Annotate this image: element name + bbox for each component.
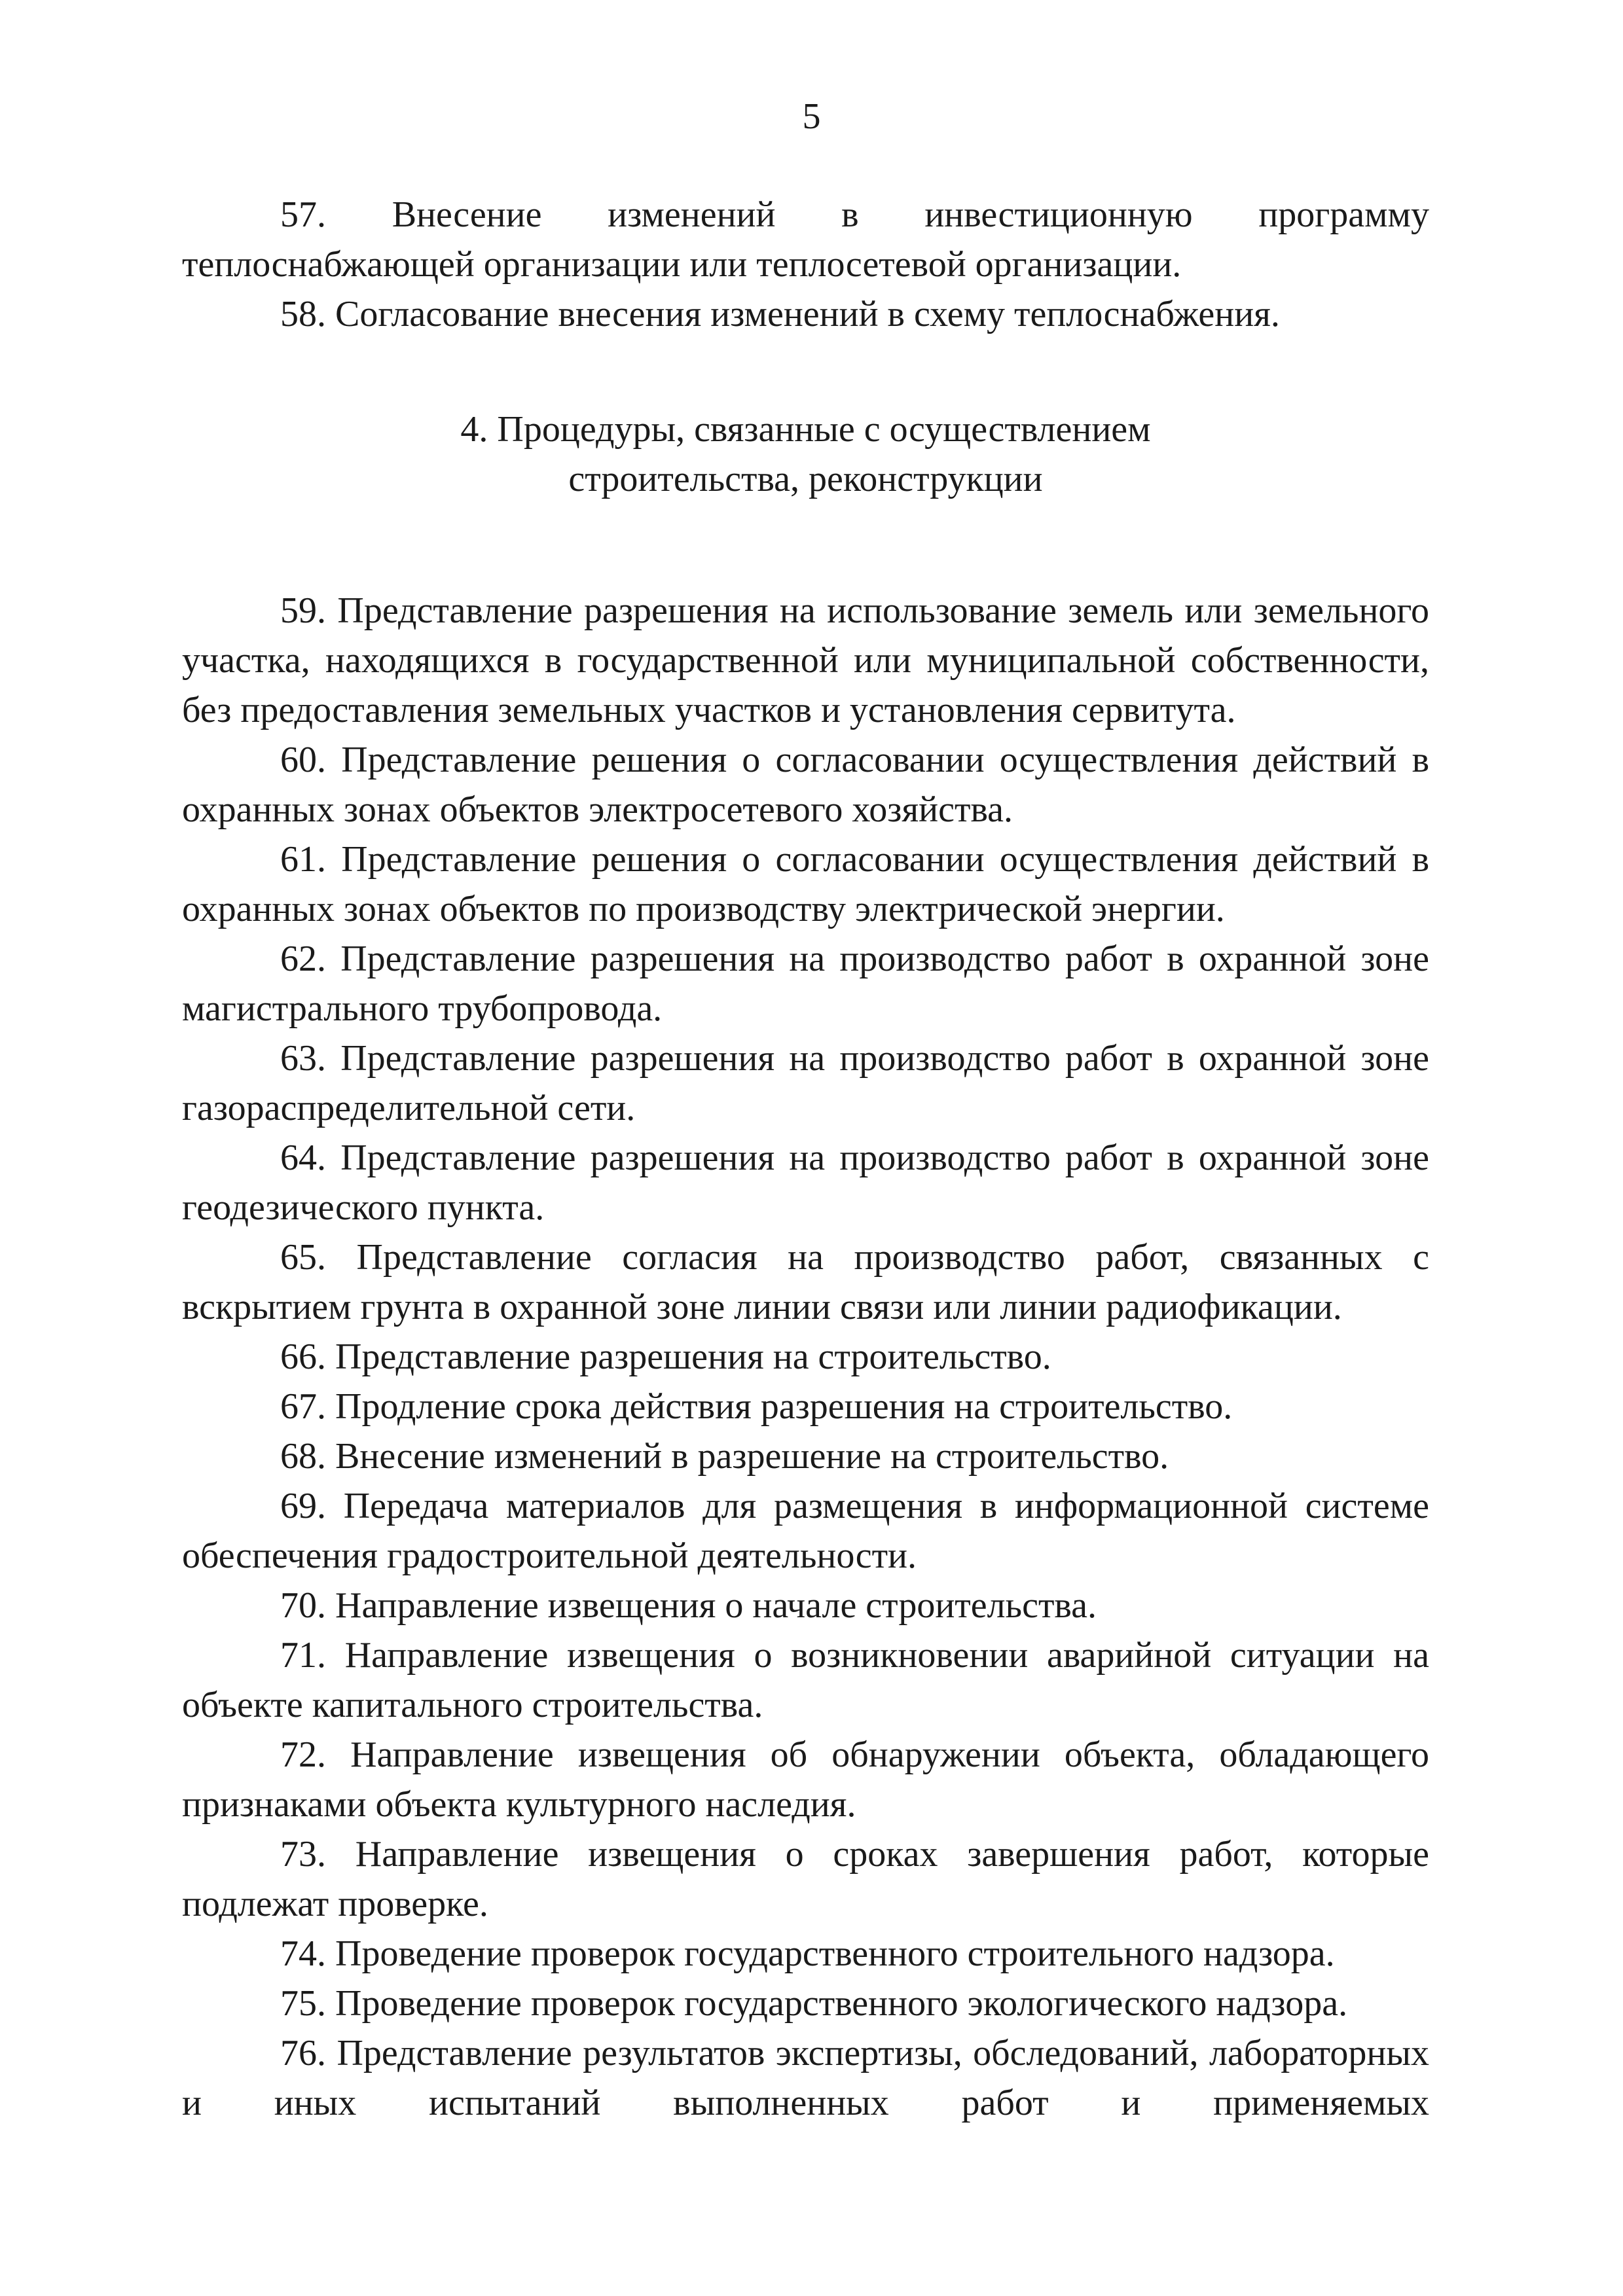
item-text: Представление решения о согласовании осуществления действий в охранных зонах объектов электросетевого хозяйства. bbox=[182, 740, 1430, 830]
item-number: 65. bbox=[280, 1237, 326, 1278]
list-item-74 bbox=[182, 1929, 1429, 1979]
section-heading bbox=[182, 404, 1429, 504]
item-number: 61. bbox=[280, 839, 326, 880]
intro-items bbox=[182, 190, 1429, 339]
page-number: 5 bbox=[802, 96, 821, 137]
item-text: Направление извещения о сроках завершения работ, которые подлежат проверке. bbox=[182, 1834, 1430, 1924]
section-heading-line-2: строительства, реконструкции bbox=[568, 459, 1043, 499]
item-number: 72. bbox=[280, 1734, 326, 1775]
item-number: 63. bbox=[280, 1038, 326, 1079]
list-item-75 bbox=[182, 1979, 1429, 2028]
item-number: 58. bbox=[280, 294, 326, 334]
item-text: Внесение изменений в разрешение на строительство. bbox=[335, 1436, 1169, 1477]
list-item-60 bbox=[182, 735, 1429, 834]
list-item-69 bbox=[182, 1481, 1429, 1581]
item-text: Представление согласия на производство работ, связанных с вскрытием грунта в охранной зоне линии связи или линии радиофикации. bbox=[182, 1237, 1430, 1327]
item-text: Представление разрешения на использование земель или земельного участка, находящихся в государственной или муниципальной собственности, без предоставления земельных участков и установления сервитута. bbox=[182, 590, 1429, 730]
section-heading-line-1: 4. Процедуры, связанные с осуществлением bbox=[460, 409, 1151, 450]
list-item-71 bbox=[182, 1630, 1429, 1730]
list-item-57 bbox=[182, 190, 1429, 289]
list-item-59 bbox=[182, 586, 1429, 735]
list-item-66 bbox=[182, 1332, 1429, 1382]
item-number: 68. bbox=[280, 1436, 326, 1477]
list-item-62 bbox=[182, 934, 1429, 1033]
item-number: 74. bbox=[280, 1933, 326, 1974]
item-text: Представление разрешения на строительство. bbox=[335, 1336, 1051, 1377]
item-text: Передача материалов для размещения в информационной системе обеспечения градостроительной деятельности. bbox=[182, 1486, 1430, 1576]
item-number: 71. bbox=[280, 1635, 326, 1676]
item-text: Представление разрешения на производство работ в охранной зоне геодезического пункта. bbox=[182, 1138, 1430, 1228]
item-text: Представление результатов экспертизы, обследований, лабораторных и иных испытаний выполненных работ и применяемых bbox=[182, 2033, 1430, 2123]
item-text: Согласование внесения изменений в схему теплоснабжения. bbox=[335, 294, 1280, 334]
list-item-63 bbox=[182, 1033, 1429, 1133]
item-text: Представление разрешения на производство работ в охранной зоне газораспределительной сети. bbox=[182, 1038, 1430, 1128]
list-item-70 bbox=[182, 1581, 1429, 1630]
item-number: 69. bbox=[280, 1486, 326, 1526]
item-number: 60. bbox=[280, 740, 326, 780]
list-item-73 bbox=[182, 1829, 1429, 1929]
item-number: 57. bbox=[280, 194, 326, 235]
document-body bbox=[182, 190, 1429, 2128]
item-number: 76. bbox=[280, 2033, 326, 2073]
item-number: 70. bbox=[280, 1585, 326, 1626]
list-item-64 bbox=[182, 1133, 1429, 1232]
item-number: 64. bbox=[280, 1138, 326, 1178]
item-number: 75. bbox=[280, 1983, 326, 2024]
list-item-72 bbox=[182, 1730, 1429, 1829]
list-item-58 bbox=[182, 289, 1429, 339]
item-text: Направление извещения об обнаружении объекта, обладающего признаками объекта культурного наследия. bbox=[182, 1734, 1430, 1825]
list-item-67 bbox=[182, 1382, 1429, 1431]
section-items bbox=[182, 586, 1429, 2128]
item-number: 59. bbox=[280, 590, 326, 631]
item-text: Представление решения о согласовании осуществления действий в охранных зонах объектов по производству электрической энергии. bbox=[182, 839, 1430, 929]
item-text: Продление срока действия разрешения на строительство. bbox=[335, 1386, 1233, 1427]
list-item-68 bbox=[182, 1431, 1429, 1481]
list-item-61 bbox=[182, 834, 1429, 934]
item-number: 62. bbox=[280, 939, 326, 979]
list-item-65 bbox=[182, 1232, 1429, 1332]
item-number: 66. bbox=[280, 1336, 326, 1377]
item-text: Направление извещения о возникновении аварийной ситуации на объекте капитального строительства. bbox=[182, 1635, 1430, 1725]
item-number: 67. bbox=[280, 1386, 326, 1427]
item-text: Направление извещения о начале строительства. bbox=[335, 1585, 1097, 1626]
list-item-76 bbox=[182, 2028, 1429, 2128]
item-text: Проведение проверок государственного экологического надзора. bbox=[335, 1983, 1348, 2024]
item-text: Внесение изменений в инвестиционную программу теплоснабжающей организации или теплосетевой организации. bbox=[182, 194, 1429, 285]
item-number: 73. bbox=[280, 1834, 326, 1874]
item-text: Представление разрешения на производство работ в охранной зоне магистрального трубопровода. bbox=[182, 939, 1430, 1029]
item-text: Проведение проверок государственного строительного надзора. bbox=[335, 1933, 1335, 1974]
